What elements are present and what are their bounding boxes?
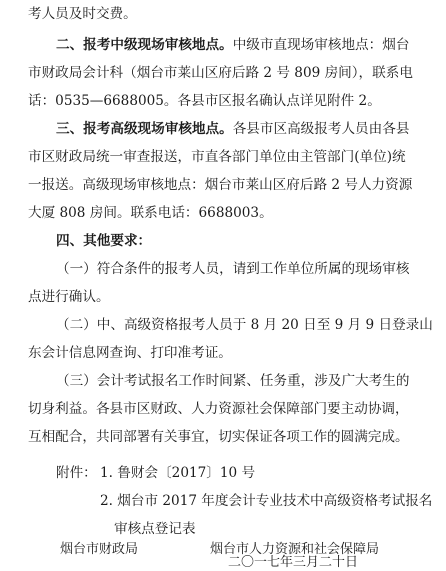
paragraph-line — [28, 425, 409, 449]
line-text: 话：0535—6688005。各县市区报名确认点详见附件 2。 — [28, 93, 381, 109]
heading-text: 四、其他要求： — [56, 233, 152, 249]
paragraph-line — [56, 257, 409, 281]
paragraph-line — [28, 173, 412, 197]
heading-text: 三、报考高级现场审核地点。 — [56, 121, 233, 137]
attachments-label-text: 附件： — [56, 465, 97, 481]
paragraph-line — [28, 61, 413, 85]
line-text: 点进行确认。 — [28, 289, 110, 305]
attachments-label — [56, 461, 97, 485]
attachment-item-text: 审核点登记表 — [114, 521, 196, 537]
line-text: 考人员及时交费。 — [28, 6, 137, 22]
paragraph-line — [28, 201, 273, 225]
line-text: 东会计信息网查询、打印准考证。 — [28, 345, 232, 361]
line-text: 大厦 808 房间。联系电话：6688003。 — [28, 205, 273, 221]
paragraph-line — [28, 145, 406, 169]
line-text: 市区财政局统一审查报送，市直各部门单位由主管部门(单位)统 — [28, 149, 406, 165]
line-text: （二）中、高级资格报考人员于 8 月 20 日至 9 月 9 日登录山 — [56, 317, 433, 333]
line-text: 市财政局会计科（烟台市莱山区府后路 2 号 809 房间），联系电 — [28, 65, 413, 81]
heading-rest-text: 各县市区高级报考人员由各县 — [232, 121, 410, 137]
signature-left — [60, 538, 138, 562]
paragraph-line — [28, 341, 232, 365]
attachment-item-text: 1. 鲁财会〔2017〕10 号 — [100, 465, 256, 481]
attachment-item-text: 2. 烟台市 2017 年度会计专业技术中高级资格考试报名 — [100, 493, 433, 509]
signature-date-text: 二〇一七年三月二十日 — [228, 555, 359, 570]
paragraph-line — [28, 2, 137, 26]
section-heading-senior — [56, 117, 409, 141]
signature-right-text: 烟台市人力资源和社会保障局 — [210, 542, 380, 557]
paragraph-line — [28, 397, 409, 421]
paragraph-line — [28, 89, 381, 113]
line-text: 切身利益。各县市区财政、人力资源社会保障部门要主动协调， — [28, 401, 409, 417]
line-text: （三）会计考试报名工作时间紧、任务重，涉及广大考生的 — [56, 373, 410, 389]
attachment-item — [100, 489, 432, 513]
heading-text: 二、报考中级现场审核地点。 — [56, 37, 233, 53]
heading-rest-text: 中级市直现场审核地点：烟台 — [232, 37, 410, 53]
line-text: 一报送。高级现场审核地点：烟台市莱山区府后路 2 号人力资源 — [28, 177, 413, 193]
line-text: 互相配合，共同部署有关事宜，切实保证各项工作的圆满完成。 — [28, 429, 409, 445]
attachment-item — [100, 461, 255, 485]
section-heading-other — [56, 229, 151, 253]
signature-left-text: 烟台市财政局 — [60, 542, 139, 557]
section-heading-intermediate — [56, 33, 409, 57]
paragraph-line — [56, 369, 409, 393]
paragraph-line — [28, 285, 110, 309]
paragraph-line — [56, 313, 433, 337]
line-text: （一）符合条件的报考人员，请到工作单位所属的现场审核 — [56, 261, 410, 277]
signature-date — [228, 556, 358, 570]
